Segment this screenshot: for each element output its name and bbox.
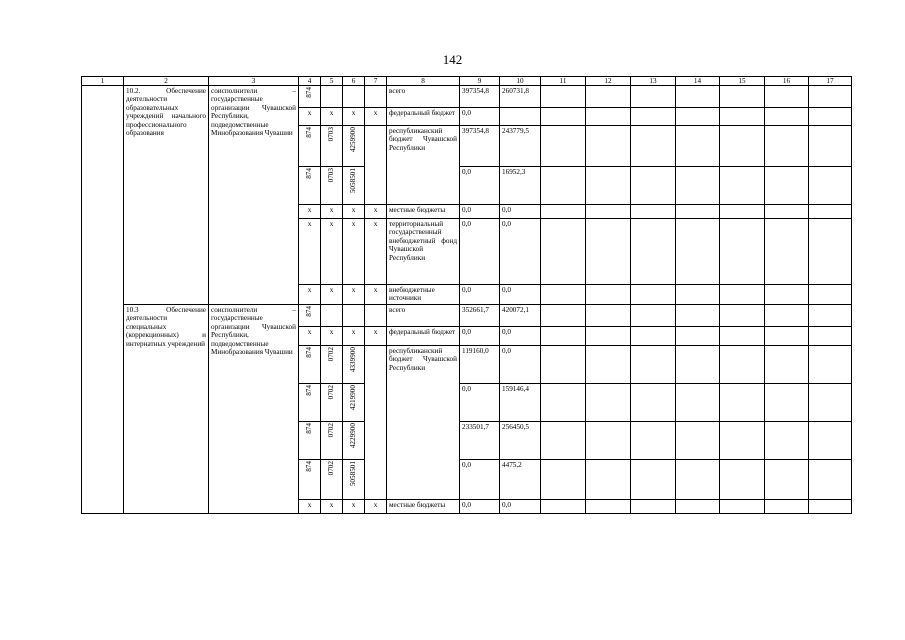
- col-number: 1: [82, 77, 124, 86]
- table-row: [82, 305, 852, 327]
- funding-source: федеральный бюджет: [387, 327, 460, 346]
- value-cell: 0,0: [500, 327, 541, 346]
- col-number: 5: [321, 77, 343, 86]
- value-cell: [500, 108, 541, 126]
- value-cell: 0,0: [500, 346, 541, 384]
- table-row: x x x x местные бюджеты 0,0 0,0: [82, 205, 852, 219]
- table-row: 874 0702 5058501 0,0 4475,2: [82, 460, 852, 500]
- column-number-row: [82, 77, 852, 86]
- budget-table: [81, 76, 852, 514]
- col-number: 10: [500, 77, 541, 86]
- table-row: 874 0703 4259900 республиканский бюджет Чувашской Республики 397354,8 243779,5: [82, 126, 852, 167]
- table-row: 874 0702 4219900 0,0 159146,4: [82, 384, 852, 422]
- value-cell: 0,0: [500, 205, 541, 219]
- value-cell: 119160,0: [460, 346, 500, 384]
- value-cell: 397354,8: [460, 86, 500, 108]
- value-cell: 420072,1: [500, 305, 541, 327]
- funding-source: республиканский бюджет Чувашской Республики: [387, 346, 460, 500]
- value-cell: 0,0: [460, 108, 500, 126]
- value-cell: 0,0: [500, 219, 541, 285]
- funding-source: местные бюджеты: [387, 205, 460, 219]
- table-row: 874 0703 5058501 0,0 16952,3: [82, 167, 852, 205]
- value-cell: 16952,3: [500, 167, 541, 205]
- col-number: 8: [387, 77, 460, 86]
- col-number: 3: [209, 77, 299, 86]
- table-row: 874 0702 4229900 233501,7 256450,5: [82, 422, 852, 460]
- measure-name: 10.3 Обеспечение деятельности специальных (коррекционных) и интернатных учреждений: [124, 305, 209, 514]
- measure-name: 10.2. Обеспечение деятельности образовательных учреждений начального профессионального образования: [124, 86, 209, 305]
- value-cell: 0,0: [500, 285, 541, 305]
- value-cell: 233501,7: [460, 422, 500, 460]
- funding-source: федеральный бюджет: [387, 108, 460, 126]
- col-number: 14: [676, 77, 720, 86]
- grbs-code: 874: [305, 306, 314, 317]
- value-cell: 243779,5: [500, 126, 541, 167]
- funding-source: внебюджетные источники: [387, 285, 460, 305]
- table-row: x x x x местные бюджеты 0,0 0,0: [82, 500, 852, 514]
- value-cell: 0,0: [460, 205, 500, 219]
- col-number: 15: [720, 77, 765, 86]
- col-number: 2: [124, 77, 209, 86]
- col-number: 7: [365, 77, 387, 86]
- value-cell: 159146,4: [500, 384, 541, 422]
- grbs-code: 874: [305, 87, 314, 98]
- value-cell: 0,0: [460, 500, 500, 514]
- table-row: x x x x внебюджетные источники 0,0 0,0: [82, 285, 852, 305]
- col-number: 12: [586, 77, 631, 86]
- value-cell: 4475,2: [500, 460, 541, 500]
- col-number: 6: [343, 77, 365, 86]
- col-number: 4: [299, 77, 321, 86]
- col-number: 17: [809, 77, 852, 86]
- table-row: x x x x федеральный бюджет 0,0 0,0: [82, 327, 852, 346]
- col-number: 16: [765, 77, 809, 86]
- funding-source: всего: [387, 305, 460, 327]
- col-number: 13: [631, 77, 676, 86]
- funding-source: местные бюджеты: [387, 500, 460, 514]
- col-number: 11: [541, 77, 586, 86]
- value-cell: 352661,7: [460, 305, 500, 327]
- value-cell: 0,0: [460, 219, 500, 285]
- value-cell: 0,0: [500, 500, 541, 514]
- table-row: x x x x территориальный государственный внебюджетный фонд Чувашской Республики 0,0 0,0: [82, 219, 852, 285]
- value-cell: 0,0: [460, 384, 500, 422]
- executor: соисполнители – государственные организации Чувашской Республики, подведомственные Минобразования Чувашии: [209, 86, 299, 305]
- table-row: [82, 86, 852, 108]
- page-number: 142: [442, 52, 463, 67]
- funding-source: территориальный государственный внебюджетный фонд Чувашской Республики: [387, 219, 460, 285]
- executor: соисполнители – государственные организации Чувашской Республики, подведомственные Минобразования Чувашии: [209, 305, 299, 514]
- value-cell: 256450,5: [500, 422, 541, 460]
- value-cell: 397354,8: [460, 126, 500, 167]
- funding-source: всего: [387, 86, 460, 108]
- value-cell: 260731,8: [500, 86, 541, 108]
- value-cell: 0,0: [460, 327, 500, 346]
- col-number: 9: [460, 77, 500, 86]
- value-cell: 0,0: [460, 167, 500, 205]
- value-cell: 0,0: [460, 460, 500, 500]
- table-row: 874 0702 4339900 республиканский бюджет Чувашской Республики 119160,0 0,0: [82, 346, 852, 384]
- table-row: x x x x федеральный бюджет 0,0: [82, 108, 852, 126]
- funding-source: республиканский бюджет Чувашской Республики: [387, 126, 460, 205]
- value-cell: 0,0: [460, 285, 500, 305]
